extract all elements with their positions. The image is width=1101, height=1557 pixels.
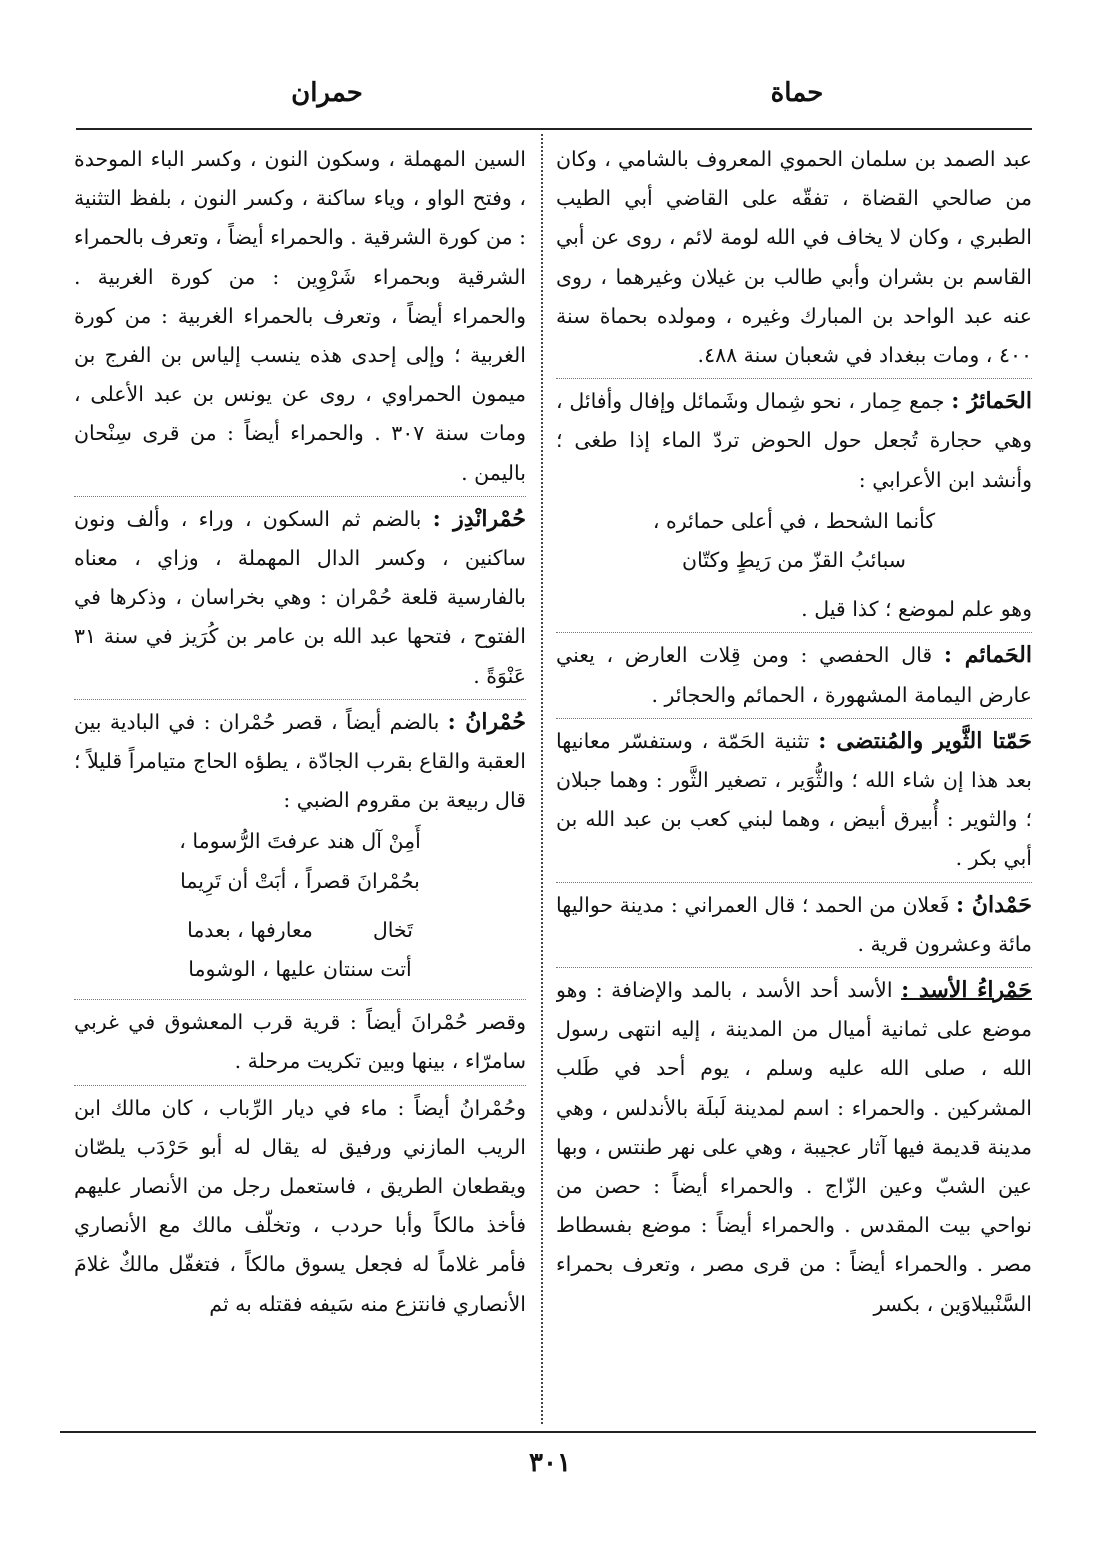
verse-line: كأنما الشحط ، في أعلى حمائره ، xyxy=(652,508,936,533)
entry-text: جمع حِمار ، نحو شِمال وشَمائل وإفال وأفائل ، وهي حجارة تُجعل حول الحوض تردّ الماء إذا طغى ؛ وأنشد ابن الأعرابي : xyxy=(556,389,1032,492)
entry-text: بالضم ثم السكون ، وراء ، وألف ونون ساكنين ، وكسر الدال المهملة ، وزاي ، معناه بالفارسية قلعة حُمْران : وهي بخراسان ، وذكرها في الفتوح ، فتحها عبد الله بن عامر بن كُرَيز في سنة ٣١ عَنْوَةً . xyxy=(74,506,526,688)
paragraph: وحُمْرانُ أيضاً : ماء في ديار الرِّباب ، كان مالك ابن الريب المازني ورفيق له يقال له أبو حَرْدَب يلصّان ويقطعان الطريق ، فاستعمل رجل من الأنصار عليهم فأخذ مالكاً وأبا حردب ، وتخلّف مالك مع الأنصاري فأمر غلاماً له فجعل يسوق مالكاً ، فتغفّل مالكٌ غلامَ الأنصاري فانتزع منه سَيفه فقتله به ثم xyxy=(74,1085,526,1324)
entry-text: فَعلان من الحمد ؛ قال العمراني : مدينة حواليها مائة وعشرون قرية . xyxy=(556,892,1032,956)
entry-text: تثنية الحَمّة ، وستفسّر معانيها بعد هذا إن شاء الله ؛ والثُّوَير ، تصغير الثَّور : وهما جبلان ؛ والثوير : أُبيرق أبيض ، وهما لبني كعب بن عبد الله بن أبي بكر . xyxy=(556,728,1032,871)
entry-paragraph xyxy=(556,378,1032,500)
verse-couplet xyxy=(556,502,1032,580)
entry-text: قال الحفصي : ومن قِلات العارض ، يعني عارض اليمامة المشهورة ، الحمائم والحجائر . xyxy=(556,643,1032,707)
right-column xyxy=(556,140,1032,1428)
top-rule xyxy=(76,128,1032,130)
verse-word: تَخال xyxy=(372,917,413,942)
entry-text: الأسد أحد الأسد ، بالمد والإضافة : وهو موضع على ثمانية أميال من المدينة ، إليه انتهى رسول الله ، صلى الله عليه وسلم ، يوم أحد في طَلب المشركين . والحمراء : اسم لمدينة لَبلَة بالأندلس ، وهي مدينة قديمة فيها آثار عجيبة ، وهي على نهر طنتس ، وبها عين الشبّ وعين الزّاج . والحمراء أيضاً : حصن من نواحي بيت المقدس . والحمراء أيضاً : موضع بفسطاط مصر . والحمراء أيضاً : من قرى مصر ، وتعرف بحمراء السَّنْبيلاوَين ، بكسر xyxy=(556,978,1032,1316)
paragraph: السين المهملة ، وسكون النون ، وكسر الباء الموحدة ، وفتح الواو ، وياء ساكنة ، وكسر النون ، بلفظ التثنية : من كورة الشرقية . والحمراء أيضاً ، وتعرف بالحمراء الشرقية وبحمراء شَرْوِين : من كورة الغربية . والحمراء أيضاً ، وتعرف بالحمراء الغربية : من كورة الغربية ؛ وإلى إحدى هذه ينسب إلياس بن الفرج بن ميمون الحمراوي ، روى عن يونس بن عبد الأعلى ، ومات سنة ٣٠٧ . والحمراء أيضاً : من قرى سِنْحان باليمن . xyxy=(74,147,526,485)
running-header-left: حمران xyxy=(291,78,363,108)
left-column xyxy=(74,140,526,1428)
verse-line: سبائبُ القزّ من رَيطٍ وكتّان xyxy=(682,548,906,573)
entry-paragraph xyxy=(74,699,526,821)
verse-line: أَمِنْ آل هند عرفتَ الرُّسوما ، xyxy=(179,829,421,854)
verse-line xyxy=(74,911,526,950)
entry-paragraph xyxy=(74,496,526,696)
verse-line: أتت سنتان عليها ، الوشوما xyxy=(188,957,412,982)
entry-headword: الحَمائم : xyxy=(943,642,1032,669)
bottom-rule xyxy=(60,1431,1036,1433)
entry-headword: حُمْرانْدِز : xyxy=(432,505,526,532)
verse-couplet xyxy=(74,822,526,900)
paragraph: وقصر حُمْرانَ أيضاً : قرية قرب المعشوق في غربي سامرّاء ، بينها وبين تكريت مرحلة . xyxy=(74,999,526,1081)
verse-line: بحُمْرانَ قصراً ، أبَتْ أن تَرِيما xyxy=(180,868,420,893)
paragraph: وهو علم لموضع ؛ كذا قيل . xyxy=(801,597,1032,622)
paragraph: عبد الصمد بن سلمان الحموي المعروف بالشامي ، وكان من صالحي القضاة ، تفقّه على القاضي أبي الطيب الطبري ، وكان لا يخاف في الله لومة لائم ، روى عن أبي القاسم بن بشران وأبي طالب بن غيلان وغيرهما ، روى عنه عبد الواحد بن المبارك وغيره ، ومولده بحماة سنة ٤٠٠ ، ومات ببغداد في شعبان سنة ٤٨٨. xyxy=(556,147,1032,368)
running-header-right: حماة xyxy=(770,78,824,108)
entry-paragraph xyxy=(556,882,1032,964)
entry-headword: حَمّتا الثَّوير والمُنتضى : xyxy=(818,727,1032,754)
verse-couplet xyxy=(74,911,526,989)
page-number: ٣٠١ xyxy=(529,1448,571,1478)
entry-headword: الحَمائرُ : xyxy=(951,388,1032,415)
entry-headword: حَمْدانُ : xyxy=(956,891,1032,918)
entry-text: بالضم أيضاً ، قصر حُمْران : في البادية بين العقبة والقاع بقرب الجادّة ، يطؤه الحاج متيامراً قليلاً ؛ قال ربيعة بن مقروم الضبي : xyxy=(74,709,526,813)
entry-paragraph xyxy=(556,632,1032,714)
entry-paragraph xyxy=(556,718,1032,879)
verse-phrase: معارفها ، بعدما xyxy=(187,917,313,942)
column-divider xyxy=(541,134,543,1424)
entry-headword: حُمْرانُ : xyxy=(447,708,526,735)
entry-paragraph xyxy=(556,967,1032,1324)
entry-headword: حَمْراءُ الأسد : xyxy=(901,977,1032,1004)
